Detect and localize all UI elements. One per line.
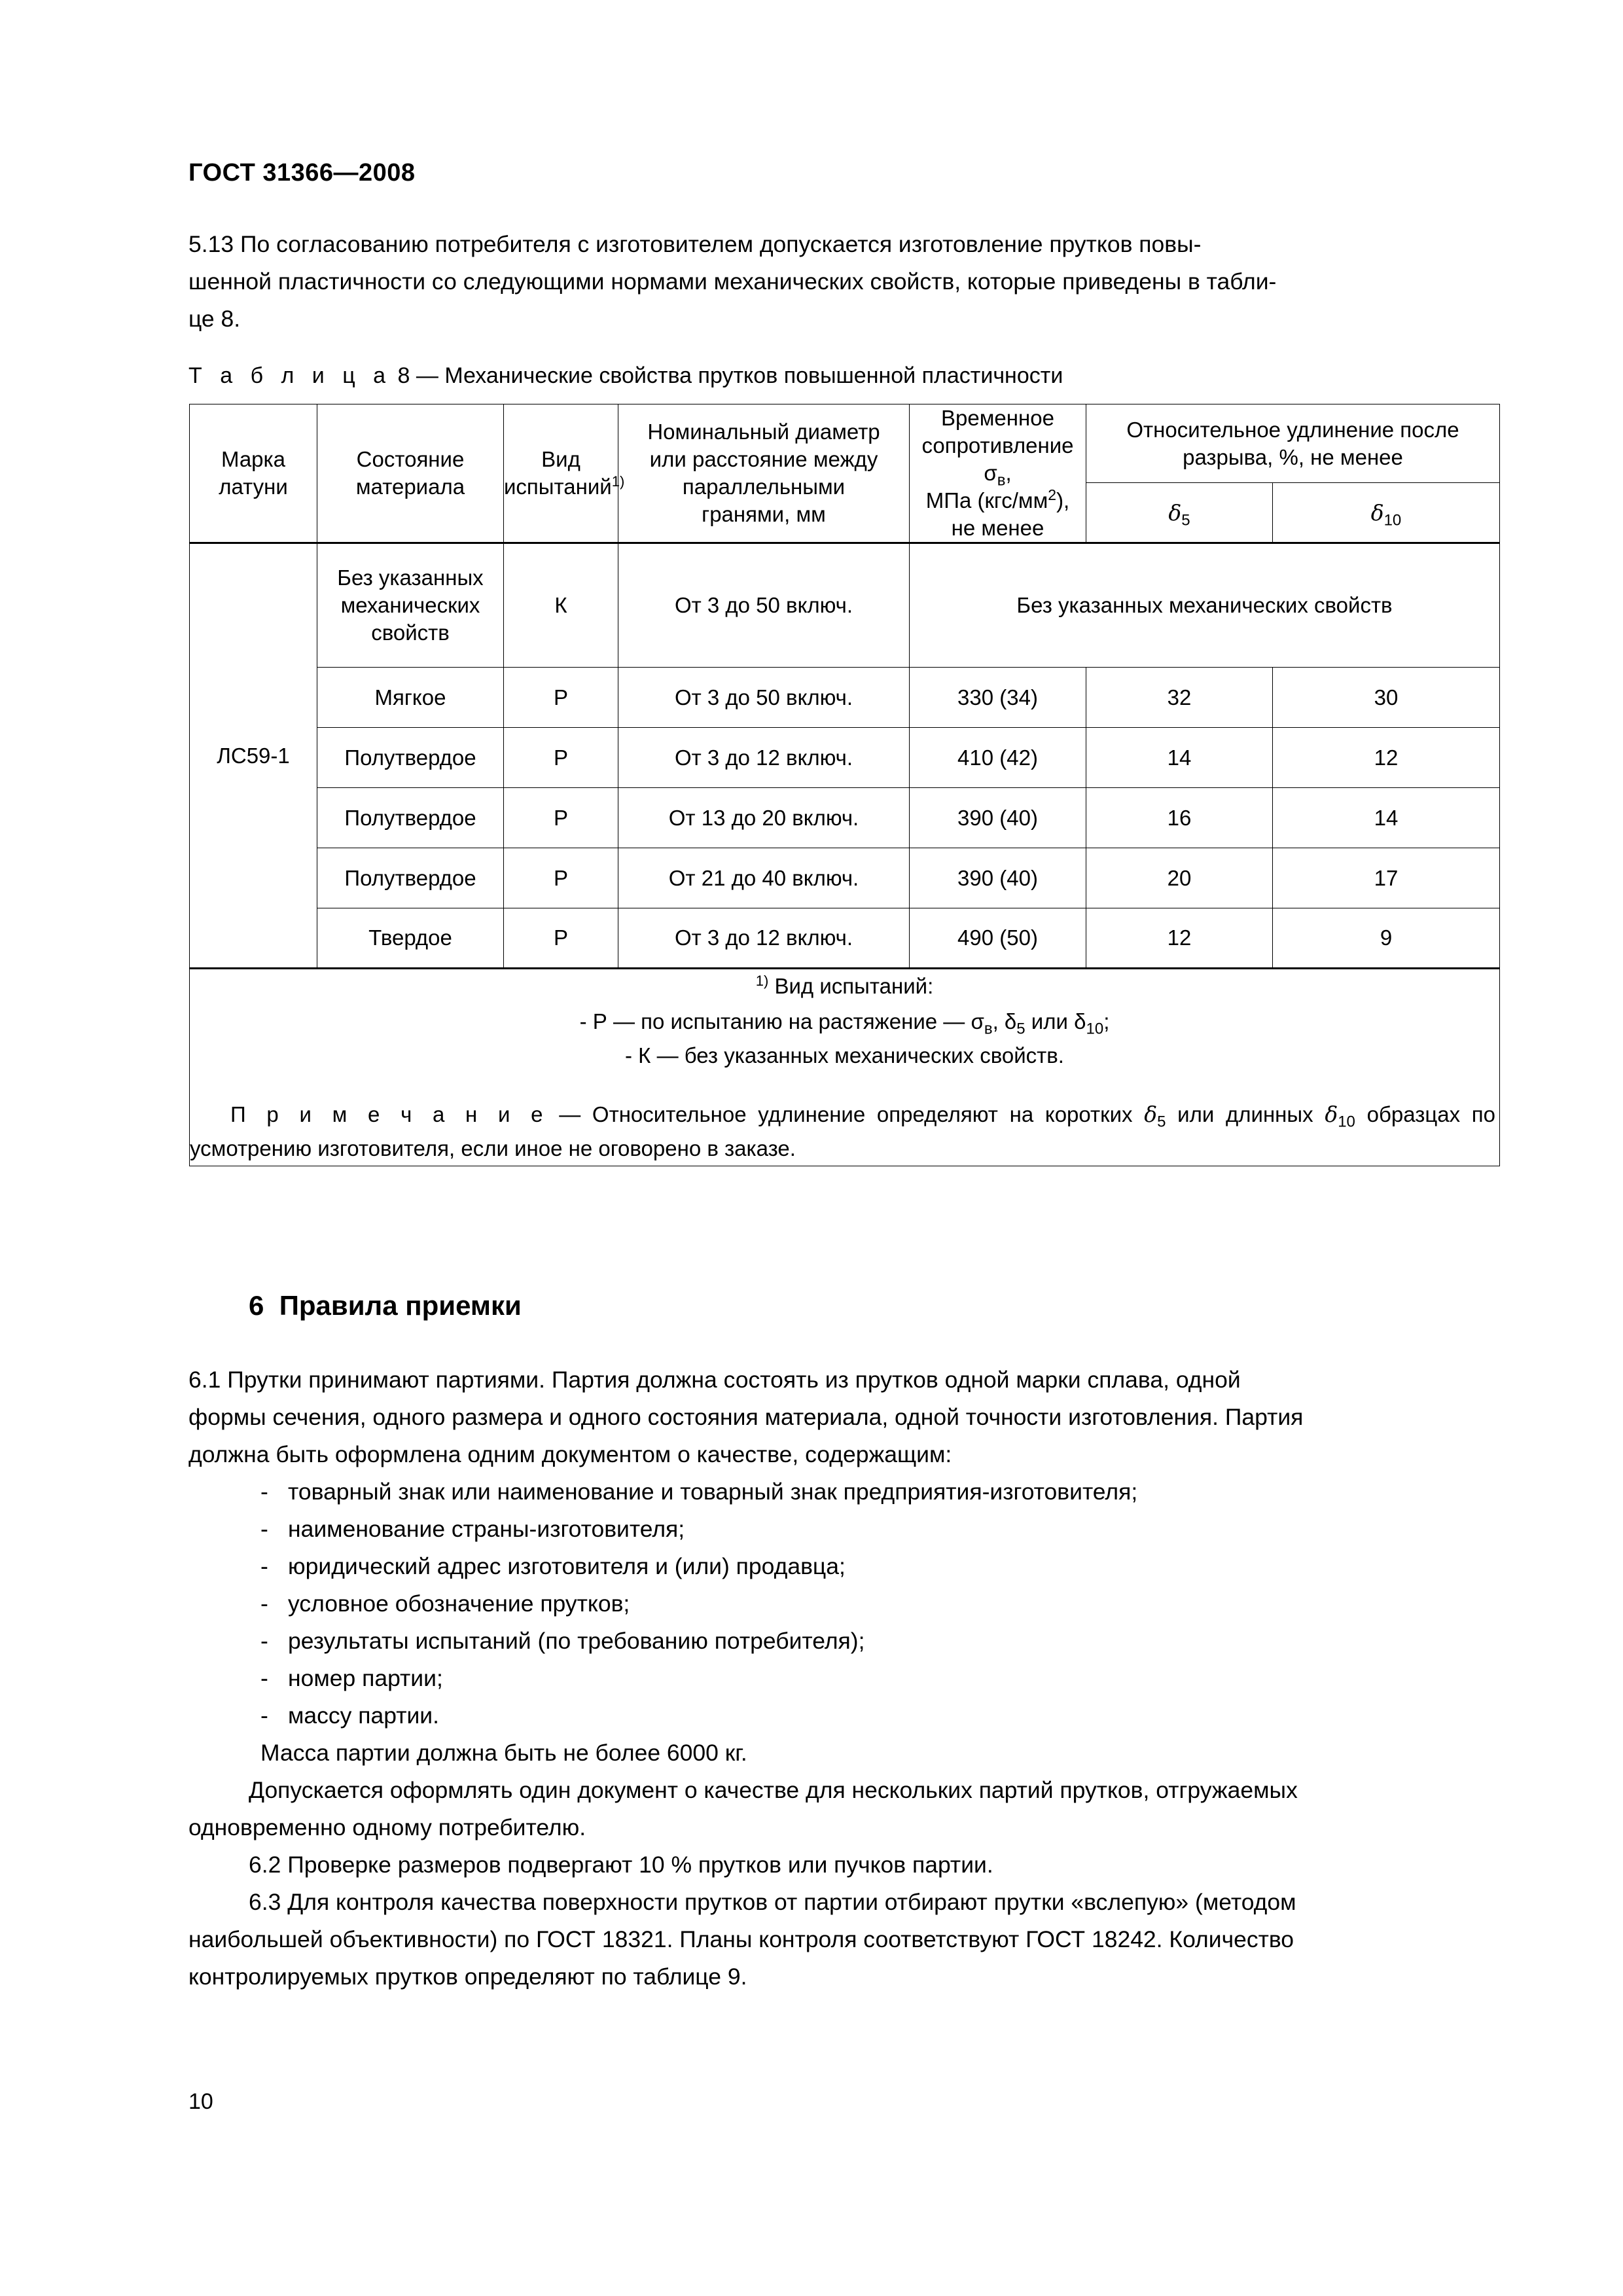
col-header-state <box>317 404 504 543</box>
table-8-wrapper <box>189 404 1499 1166</box>
para-6-1-line-1: 6.1 Прутки принимают партиями. Партия должна состоять из прутков одной марки сплава, одной <box>188 1367 1241 1393</box>
section-number: 6 <box>249 1290 264 1321</box>
cell-diameter: От 13 до 20 включ. <box>618 788 910 848</box>
para-6-1-line-3: должна быть оформлена одним документом о качестве, содержащим: <box>188 1441 952 1467</box>
cell-diameter: От 3 до 12 включ. <box>618 908 910 969</box>
cell-delta5: 32 <box>1086 668 1273 728</box>
col-header-delta10: $\delta_{10}$ <box>1273 483 1500 543</box>
col-header-test-type <box>504 404 625 543</box>
list-item: - юридический адрес изготовителя и (или) продавца; <box>188 1548 1503 1585</box>
para-6-3-line-2: наибольшей объективности) по ГОСТ 18321. Планы контроля соответствуют ГОСТ 18242. Количество <box>188 1926 1294 1952</box>
list-item: - результаты испытаний (по требованию потребителя); <box>188 1623 1503 1660</box>
intro-line-1: 5.13 По согласованию потребителя с изготовителем допускается изготовление прутков повы- <box>188 231 1202 257</box>
col-header-brand-line1: Марка <box>221 447 286 471</box>
col-header-diameter-line4: гранями, мм <box>702 502 826 526</box>
col-header-tensile-line3: МПа $(кгс/мм^2)$, <box>925 486 1070 512</box>
para-doc-allowance-line-1: Допускается оформлять один документ о качестве для нескольких партий прутков, отгружаемых <box>249 1777 1298 1803</box>
cell-test-type: Р <box>504 668 618 728</box>
cell-state: Мягкое <box>317 668 504 728</box>
cell-delta10: 12 <box>1273 728 1500 788</box>
cell-test-type: К <box>504 543 618 668</box>
col-header-state-line1: Состояние <box>356 447 465 471</box>
cell-diameter: От 21 до 40 включ. <box>618 848 910 908</box>
col-header-diameter <box>618 404 910 543</box>
cell-diameter: От 3 до 12 включ. <box>618 728 910 788</box>
cell-state-line1: Без указанных <box>337 565 484 590</box>
document-standard-header: ГОСТ 31366—2008 <box>188 159 416 187</box>
cell-diameter: От 3 до 50 включ. <box>618 668 910 728</box>
cell-tensile: 410 (42) <box>910 728 1086 788</box>
section-heading-6 <box>249 1290 522 1321</box>
footnote-item-2: - К — без указанных механических свойств. <box>625 1043 1064 1067</box>
list-item: - условное обозначение прутков; <box>188 1585 1503 1623</box>
col-header-test-line2: испытаний$^{1)}$ <box>504 473 625 499</box>
table-caption-dash: — <box>416 363 438 388</box>
table-footnote-cell <box>190 969 1500 1166</box>
quality-document-list <box>188 1473 1503 1734</box>
col-header-tensile <box>910 404 1086 543</box>
para-doc-allowance-line-2: одновременно одному потребителю. <box>188 1814 586 1840</box>
section-title-text: Правила приемки <box>279 1290 522 1321</box>
cell-tensile: 330 (34) <box>910 668 1086 728</box>
cell-delta10: 9 <box>1273 908 1500 969</box>
cell-diameter: От 3 до 50 включ. <box>618 543 910 668</box>
table-8-body <box>190 543 1500 1166</box>
table-row <box>190 543 1500 668</box>
col-header-tensile-line1: Временное <box>941 406 1054 430</box>
para-6-1-line-2: формы сечения, одного размера и одного состояния материала, одной точности изготовления. Партия <box>188 1404 1304 1430</box>
cell-delta5: 14 <box>1086 728 1273 788</box>
table-row <box>190 788 1500 848</box>
intro-paragraph-block <box>188 226 1503 338</box>
col-header-delta5: $\delta_5$ <box>1086 483 1273 543</box>
list-item: - массу партии. <box>188 1697 1503 1734</box>
col-header-brand-line2: латуни <box>219 475 288 499</box>
section-6-body <box>188 1361 1503 1996</box>
table-8-caption <box>188 363 1063 389</box>
table-header-row-main <box>190 404 1500 483</box>
cell-test-type: Р <box>504 788 618 848</box>
cell-state: Полутвердое <box>317 848 504 908</box>
table-caption-label: Т а б л и ц а <box>188 363 392 388</box>
table-8 <box>189 404 1500 1166</box>
cell-test-type: Р <box>504 908 618 969</box>
para-6-3-line-3: контролируемых прутков определяют по таблице 9. <box>188 1964 747 1990</box>
note-dash: — <box>559 1102 581 1126</box>
list-item: - номер партии; <box>188 1660 1503 1697</box>
cell-tensile: 490 (50) <box>910 908 1086 969</box>
note-label: П р и м е ч а н и е <box>230 1102 548 1126</box>
cell-tensile: 390 (40) <box>910 848 1086 908</box>
table-note-primechanie: П р и м е ч а н и е — Относительное удлинение определяют на коротких $\delta_5$ или длинных $\delta_{10}$ образцах по усмотрению изготовителя, если иное не оговорено в заказе. <box>190 1102 1496 1160</box>
table-row <box>190 728 1500 788</box>
intro-line-2: шенной пластичности со следующими нормами механических свойств, которые приведены в табли- <box>188 268 1277 295</box>
table-row <box>190 848 1500 908</box>
col-header-tensile-line4: не менее <box>951 516 1044 540</box>
col-header-elongation-line2: разрыва, %, не менее <box>1183 444 1403 469</box>
cell-delta5: 16 <box>1086 788 1273 848</box>
footnote-marker-ref: 1) <box>611 473 625 490</box>
col-header-elongation <box>1086 404 1500 483</box>
table-caption-number: 8 <box>397 363 410 388</box>
col-header-diameter-line1: Номинальный диаметр <box>647 420 880 444</box>
cell-state: Полутвердое <box>317 728 504 788</box>
cell-brand-value: ЛС59-1 <box>190 543 317 969</box>
col-header-elongation-line1: Относительное удлинение после <box>1126 417 1459 442</box>
list-item: - наименование страны-изготовителя; <box>188 1511 1503 1548</box>
cell-tensile: 390 (40) <box>910 788 1086 848</box>
cell-state: Твердое <box>317 908 504 969</box>
col-header-brand <box>190 404 317 543</box>
cell-delta10: 30 <box>1273 668 1500 728</box>
list-item: - товарный знак или наименование и товарный знак предприятия-изготовителя; <box>188 1473 1503 1511</box>
cell-test-type: Р <box>504 728 618 788</box>
table-row <box>190 668 1500 728</box>
para-mass-limit: Масса партии должна быть не более 6000 кг. <box>260 1740 747 1766</box>
col-header-diameter-line3: параллельными <box>682 475 846 499</box>
footnote-marker: 1) <box>755 973 769 989</box>
table-8-header <box>190 404 1500 543</box>
para-6-3-line-1: 6.3 Для контроля качества поверхности прутков от партии отбирают прутки «вслепую» (методом <box>249 1889 1296 1915</box>
table-footnote-row <box>190 969 1500 1166</box>
intro-line-3: це 8. <box>188 306 241 332</box>
col-header-state-line2: материала <box>355 475 465 499</box>
cell-state: Полутвердое <box>317 788 504 848</box>
table-row <box>190 908 1500 969</box>
cell-delta10: 17 <box>1273 848 1500 908</box>
cell-state-line2: механических <box>340 593 480 617</box>
col-header-diameter-line2: или расстояние между <box>649 447 878 471</box>
col-header-test-line1: Вид <box>541 447 580 471</box>
col-header-tensile-line2: сопротивление $\sigma_в$, <box>921 433 1074 490</box>
cell-delta10: 14 <box>1273 788 1500 848</box>
page-number: 10 <box>188 2089 213 2114</box>
footnote-heading: $^{1)}$ Вид испытаний: <box>755 973 934 998</box>
cell-delta5: 12 <box>1086 908 1273 969</box>
cell-state <box>317 543 504 668</box>
footnote-block <box>190 969 1499 1073</box>
cell-delta5: 20 <box>1086 848 1273 908</box>
footnote-item-1: - Р — по испытанию на растяжение — $\sigma_в$, $\delta_5$ или $\delta_{10}$; <box>579 1009 1110 1038</box>
cell-merged-no-properties: Без указанных механических свойств <box>910 543 1500 668</box>
para-6-2: 6.2 Проверке размеров подвергают 10 % прутков или пучков партии. <box>249 1852 993 1878</box>
cell-test-type: Р <box>504 848 618 908</box>
cell-state-line3: свойств <box>371 620 450 645</box>
table-caption-title: Механические свойства прутков повышенной пластичности <box>444 363 1063 388</box>
